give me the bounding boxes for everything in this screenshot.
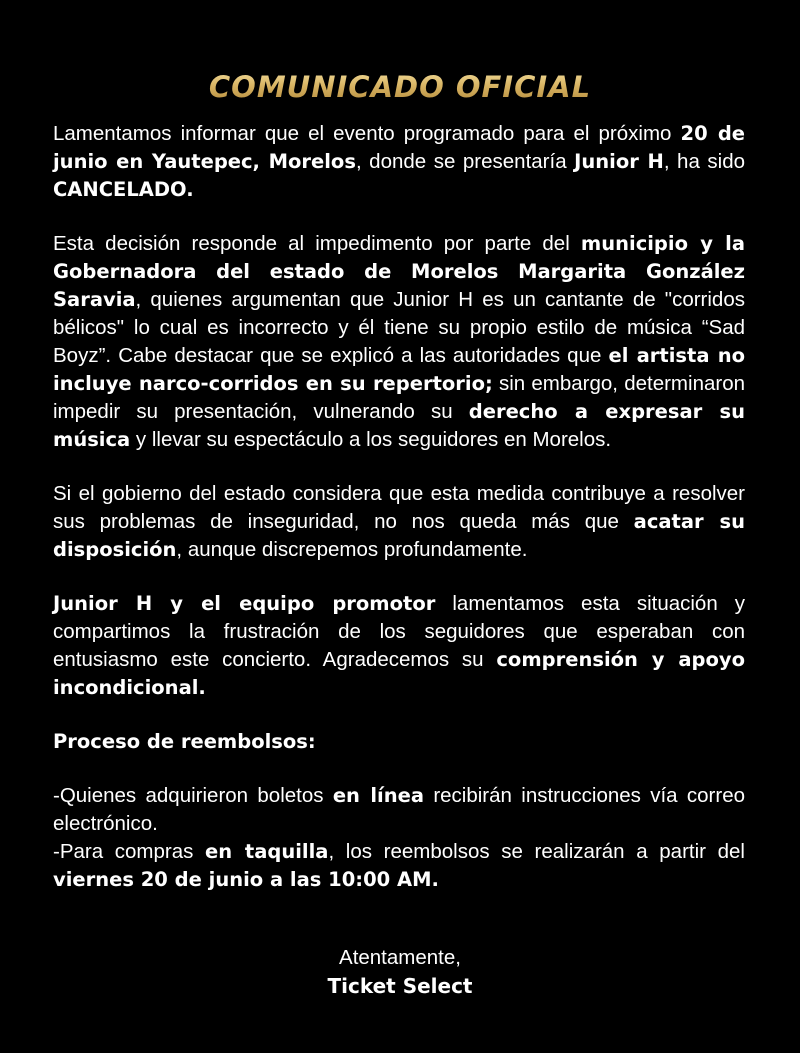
refund-start-date: viernes 20 de junio a las 10:00 AM. [53,868,439,891]
boxoffice-label: en taquilla [205,840,329,863]
text-span: Lamentamos informar que el evento programado para el próximo [53,122,681,145]
text-span: lamentamos esta situación y compartimos la frustración de los seguidores que esperaban con entusiasmo este concierto. Agradecemos su [53,592,745,671]
support-statement: comprensión y apoyo incondicional. [53,648,745,699]
text-span: , los reembolsos se realizarán a partir del [328,840,745,863]
cancellation-paragraph [53,120,745,204]
refunds-heading-text: Proceso de reembolsos: [53,730,316,753]
text-span: Si el gobierno del estado considera que esta medida contribuye a resolver sus problemas de inseguridad, no nos queda más que [53,482,745,533]
online-label: en línea [332,784,424,807]
text-span: , quienes argumentan que Junior H es un cantante de "corridos bélicos" lo cual es incorrecto y él tiene su propio estilo de música “Sad Boyz”. Cabe destacar que se explicó a las autoridades que [53,288,745,367]
text-span: -Para compras [53,840,206,863]
rights-statement: derecho a expresar su música [53,400,745,451]
page-title: COMUNICADO OFICIAL [0,70,800,104]
refund-online-item [53,782,745,838]
thanks-paragraph [53,590,745,702]
reason-paragraph [53,230,745,454]
authority-names: municipio y la Gobernadora del estado de Morelos Margarita González Saravia [53,232,746,311]
refunds-heading [53,728,745,756]
comply-statement: acatar su disposición [53,510,745,561]
cancelled-status: CANCELADO. [53,178,194,201]
announcement-body [53,120,745,894]
text-span: sin embargo, determinaron impedir su presentación, vulnerando su [53,372,745,423]
text-span: Esta decisión responde al impedimento por parte del [53,232,581,255]
event-date-location: 20 de junio en Yautepec, Morelos [53,122,746,173]
text-span: , donde se presentaría [355,150,575,173]
closing-block [0,944,800,1000]
promoter-team: Junior H y el equipo promotor [53,592,436,615]
text-span: , ha sido [663,150,746,173]
repertoire-statement: el artista no incluye narco-corridos en su repertorio; [53,344,745,395]
text-span: , aunque discrepemos profundamente. [176,538,528,561]
refund-boxoffice-item [53,838,745,894]
text-span: recibirán instrucciones vía correo electrónico. [53,784,745,835]
text-span: -Quienes adquirieron boletos [53,784,333,807]
text-span: y llevar su espectáculo a los seguidores en Morelos. [130,428,612,451]
closing-salutation: Atentamente, [339,946,461,969]
artist-name: Junior H [574,150,664,173]
signature: Ticket Select [327,974,473,998]
government-paragraph [53,480,745,564]
